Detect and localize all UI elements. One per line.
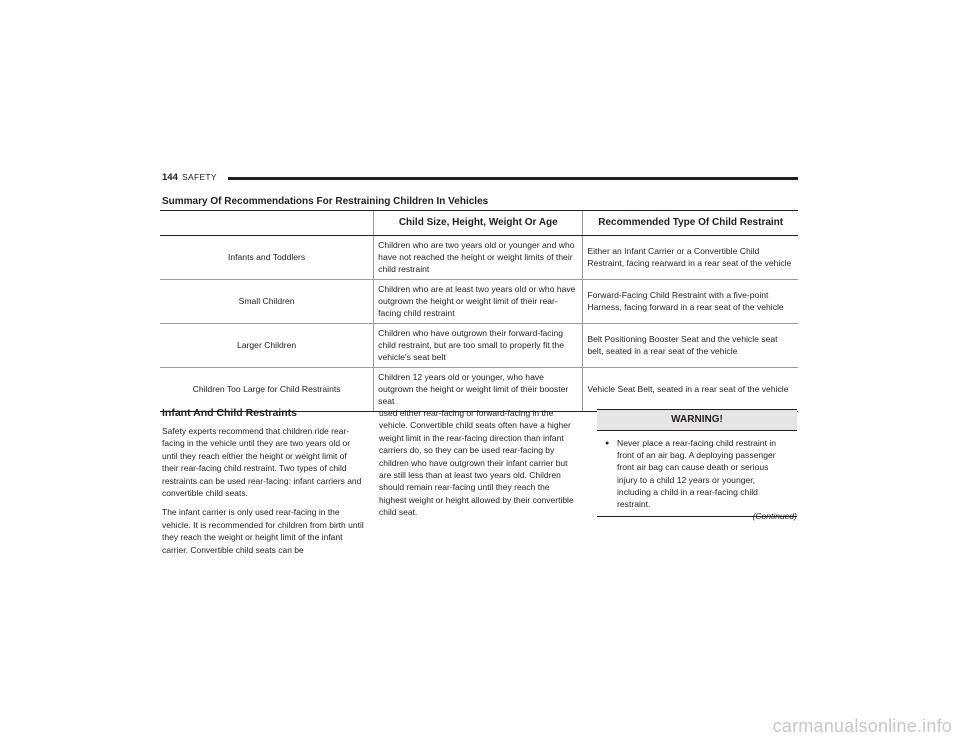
bullet-icon: ● [605, 440, 610, 447]
page-number: 144 [162, 172, 178, 183]
warning-box [597, 409, 797, 517]
table-cell-category: Infants and Toddlers [160, 236, 374, 280]
text-column-left [162, 407, 364, 563]
section-title: SAFETY [182, 172, 217, 182]
table-header-row [160, 211, 798, 236]
table-cell-category: Children Too Large for Child Restraints [160, 368, 374, 412]
paragraph: The infant carrier is only used rear-facing in the vehicle. It is recommended for children from birth until they reach the weight or height limit of the infant carrier. Convertible child seats can be [162, 507, 364, 555]
continued-note: (Continued) [752, 511, 797, 521]
column-header-child-size: Child Size, Height, Weight Or Age [374, 211, 583, 236]
table-row [160, 236, 798, 280]
paragraph: Safety experts recommend that children ride rear-facing in the vehicle until they are two years old or until they reach either the height or weight limit of their rear-facing child restraint. Two types of child restraints can be used rear-facing: infant carriers and convertible child seats. [162, 426, 362, 499]
table-row [160, 324, 798, 368]
table-cell-restraint-type: Vehicle Seat Belt, seated in a rear seat of the vehicle [583, 368, 798, 412]
table-title: Summary Of Recommendations For Restraining Children In Vehicles [162, 196, 489, 207]
table-cell-restraint-type: Either an Infant Carrier or a Convertible Child Restraint, facing rearward in a rear seat of the vehicle [583, 236, 798, 280]
column-header-category [160, 211, 374, 236]
warning-title: WARNING! [597, 409, 797, 431]
table-cell-category: Larger Children [160, 324, 374, 368]
recommendations-table [160, 210, 798, 412]
table-cell-restraint-type: Belt Positioning Booster Seat and the vehicle seat belt, seated in a rear seat of the vehicle [583, 324, 798, 368]
paragraph: used either rear-facing or forward-facing in the vehicle. Convertible child seats often have a higher weight limit in the rear-facing direction than infant carriers do, so they can be used rear-facing by children who have outgrown their infant carrier but are still less than at least two years old. Children should remain rear-facing until they reach the highest weight or height allowed by their convertible child seat. [379, 408, 574, 518]
column-header-restraint-type: Recommended Type Of Child Restraint [583, 211, 798, 236]
watermark: carmanualsonline.info [772, 716, 952, 736]
table-row [160, 280, 798, 324]
warning-text: Never place a rear-facing child restraint in front of an air bag. A deploying passenger front air bag can cause death or serious injury to a child 12 years or younger, including a child in a rear-facing child restraint. [617, 438, 777, 510]
table-cell-child-size: Children who are two years old or younger and who have not reached the height or weight limits of their child restraint [374, 236, 583, 280]
table-cell-restraint-type: Forward-Facing Child Restraint with a five-point Harness, facing forward in a rear seat of the vehicle [583, 280, 798, 324]
table-cell-child-size: Children who have outgrown their forward-facing child restraint, but are too small to properly fit the vehicle's seat belt [374, 324, 583, 368]
header-rule [228, 177, 798, 180]
text-column-middle [379, 407, 579, 526]
page-header [162, 172, 798, 186]
section-heading: Infant And Child Restraints [162, 407, 297, 419]
table-cell-child-size: Children 12 years old or younger, who have outgrown the height or weight limit of their booster seat [374, 368, 583, 412]
table-row [160, 368, 798, 412]
table-cell-category: Small Children [160, 280, 374, 324]
table-cell-child-size: Children who are at least two years old or who have outgrown the height or weight limit of their rear-facing child restraint [374, 280, 583, 324]
warning-item [597, 431, 797, 516]
